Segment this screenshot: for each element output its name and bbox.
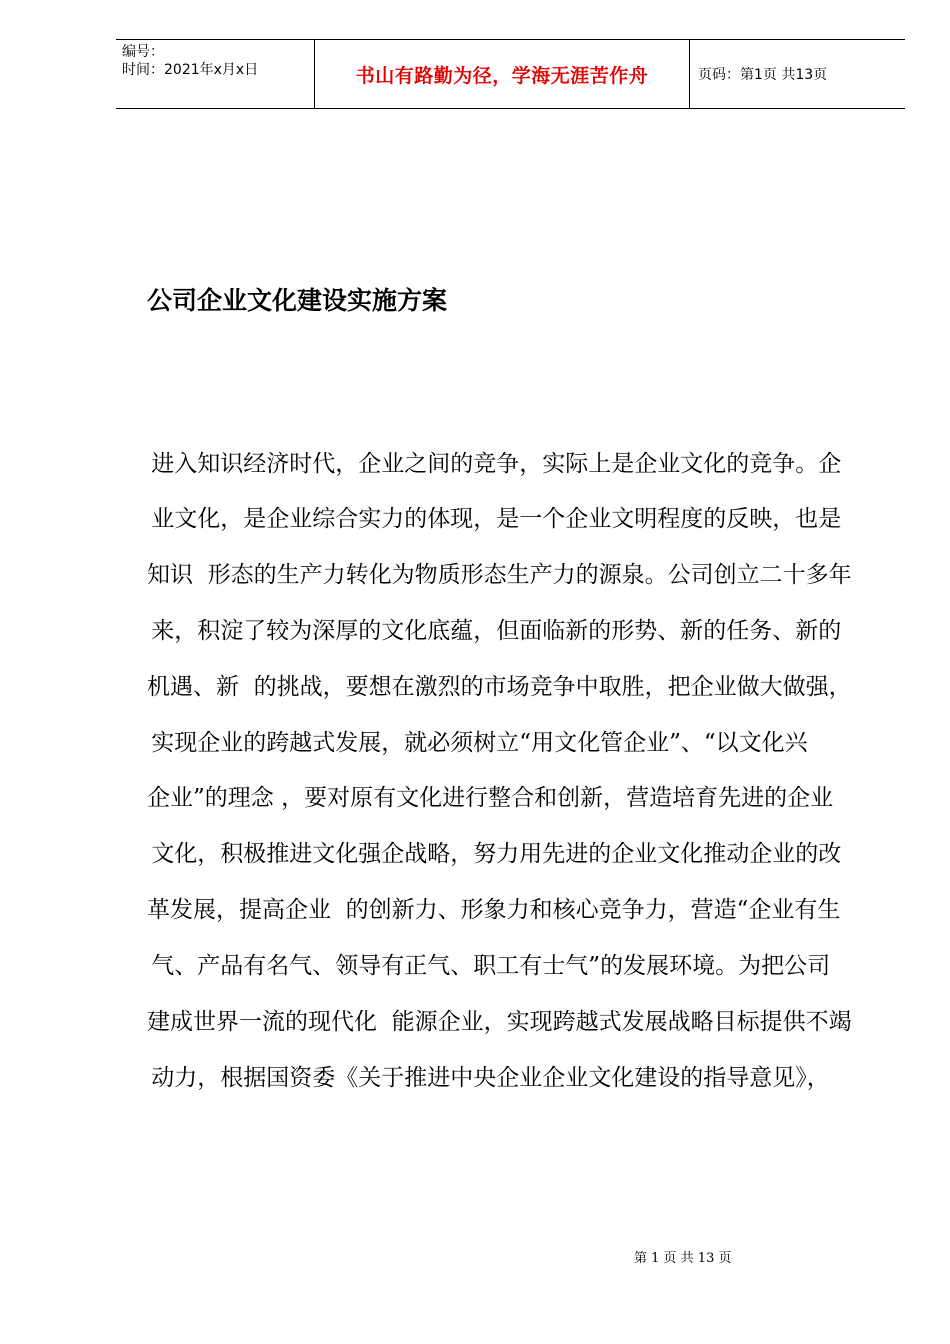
header-meta-cell	[116, 40, 315, 108]
body-line: 动力，根据国资委《关于推进中央企业企业文化建设的指导意见》，	[144, 1065, 830, 1091]
body-line: 来，积淀了较为深厚的文化底蕴，但面临新的形势、新的任务、新的	[144, 618, 842, 644]
header-motto: 书山有路勤为径，学海无涯苦作舟	[315, 40, 690, 108]
page-footer: 第 1 页 共 13 页	[634, 1251, 732, 1266]
serial-number-label: 编号：	[122, 44, 164, 60]
time-label: 时间：2021年x月x日	[122, 62, 259, 78]
body-line: 实现企业的跨越式发展，就必须树立“用文化管企业”、“以文化兴	[144, 730, 808, 756]
header-page-info: 页码：第1页 共13页	[698, 67, 828, 83]
body-line: 文化，积极推进文化强企战略，努力用先进的企业文化推动企业的改	[144, 841, 842, 867]
body-line: 业文化，是企业综合实力的体现，是一个企业文明程度的反映，也是	[144, 506, 842, 532]
document-title: 公司企业文化建设实施方案	[147, 286, 448, 315]
body-line: 建成世界一流的现代化 能源企业，实现跨越式发展战略目标提供不竭	[147, 1009, 852, 1035]
body-line: 知识 形态的生产力转化为物质形态生产力的源泉。公司创立二十多年	[147, 562, 852, 588]
body-line: 机遇、新 的挑战，要想在激烈的市场竞争中取胜，把企业做大做强，	[147, 674, 852, 700]
body-line: 气、产品有名气、领导有正气、职工有士气”的发展环境。为把公司	[144, 953, 831, 979]
body-line: 企业”的理念 ，要对原有文化进行整合和创新，营造培育先进的企业	[147, 785, 834, 811]
body-line: 革发展，提高企业 的创新力、形象力和核心竞争力，营造“企业有生	[147, 897, 841, 923]
body-line: 进入知识经济时代，企业之间的竞争，实际上是企业文化的竞争。企	[144, 451, 842, 477]
page-header	[116, 39, 905, 109]
